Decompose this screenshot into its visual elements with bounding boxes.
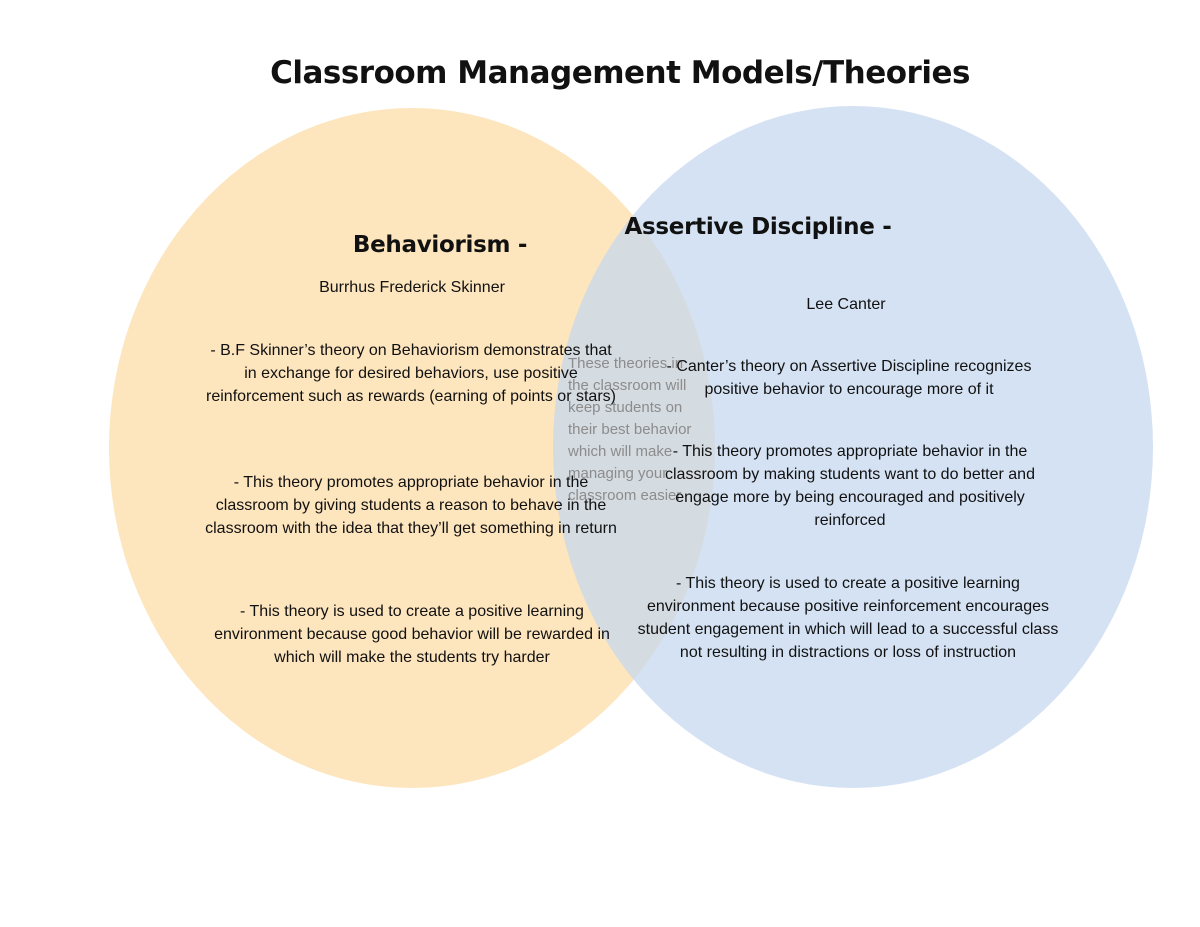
assertive-discipline-person: Lee Canter xyxy=(806,296,886,313)
behaviorism-person: Burrhus Frederick Skinner xyxy=(319,279,505,296)
assertive-discipline-point-1: - Canter’s theory on Assertive Discipline recognizes positive behavior to encourage more of it xyxy=(666,358,1032,398)
behaviorism-point-1: - B.F Skinner’s theory on Behaviorism demonstrates that in exchange for desired behaviors, use positive reinforcement such as rewards (earning of points or stars) xyxy=(206,342,616,405)
assertive-discipline-point-3: - This theory is used to create a positive learning environment because positive reinforcement encourages student engagement in which will lead to a successful class not resulting in distractions or loss of instruction xyxy=(637,575,1059,661)
overlap-text: These theories in the classroom will keep students on their best behavior which will make managing your classroom easier xyxy=(568,355,692,504)
behaviorism-point-2: - This theory promotes appropriate behavior in the classroom by giving students a reason to behave in the classroom with the idea that they’ll get something in return xyxy=(205,474,617,537)
assertive-discipline-point-2: - This theory promotes appropriate behavior in the classroom by making students want to do better and engage more by being encouraged and positively reinforced xyxy=(665,443,1035,529)
diagram-title: Classroom Management Models/Theories xyxy=(270,55,970,91)
behaviorism-heading: Behaviorism - xyxy=(352,232,528,258)
behaviorism-point-3: - This theory is used to create a positive learning environment because good behavior will be rewarded in which will make the students try harder xyxy=(214,603,610,666)
assertive-discipline-heading: Assertive Discipline - xyxy=(624,214,892,240)
